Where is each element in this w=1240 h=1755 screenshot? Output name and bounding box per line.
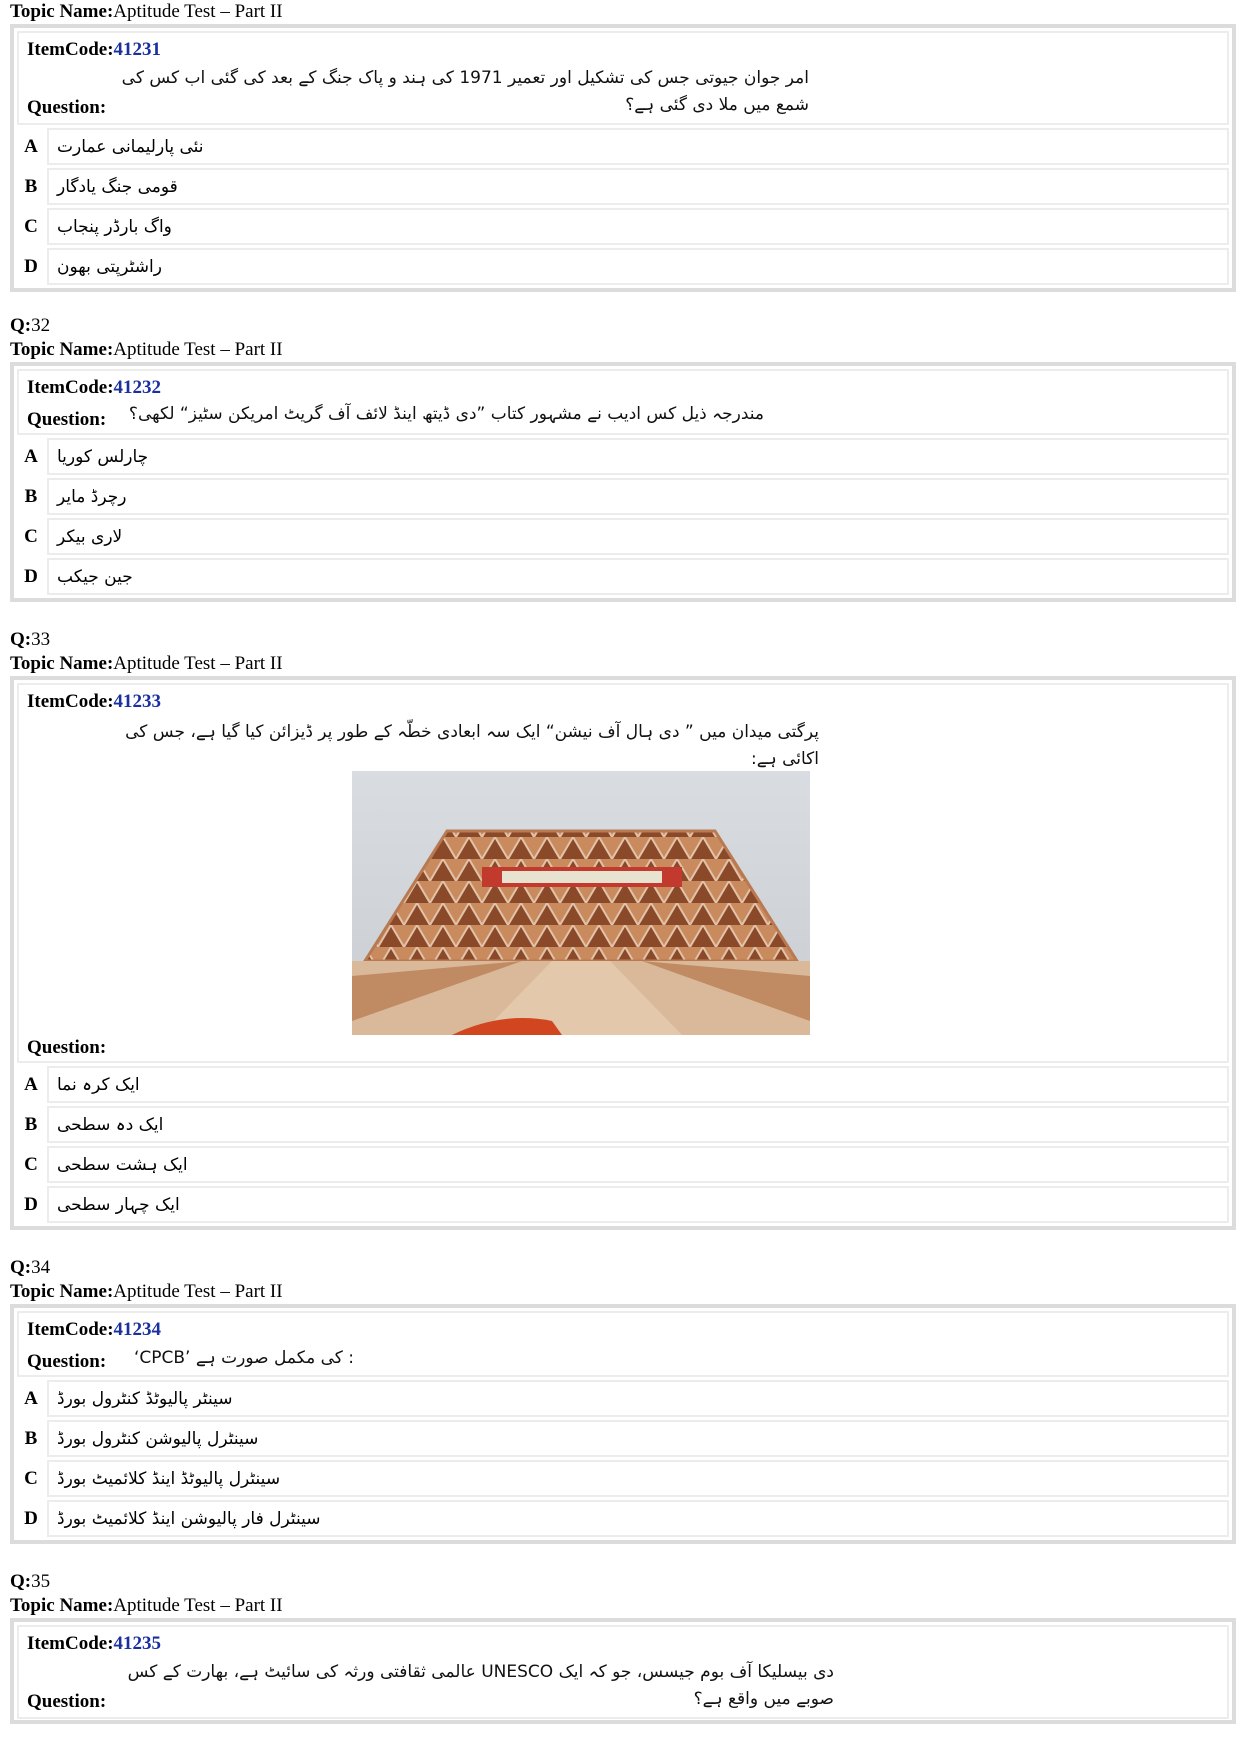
- question-label: Question:: [27, 1351, 107, 1372]
- option-text: ایک چہار سطحی: [47, 1186, 1229, 1223]
- option-b[interactable]: [17, 168, 1229, 205]
- option-d[interactable]: [17, 1500, 1229, 1537]
- option-text: سینٹرل فار پالیوشن اینڈ کلائمیٹ بورڈ: [47, 1500, 1229, 1537]
- item-code: ItemCode:41235: [27, 1633, 162, 1654]
- option-letter: A: [17, 438, 45, 475]
- option-letter: C: [17, 1146, 45, 1183]
- question-33: [10, 628, 1236, 1230]
- topic-line: Topic Name:Aptitude Test – Part II: [10, 1281, 283, 1302]
- option-text: لاری بیکر: [47, 518, 1229, 555]
- question-header: [17, 369, 1229, 435]
- option-letter: D: [17, 1500, 45, 1537]
- topic-name: Aptitude Test – Part II: [113, 339, 283, 360]
- option-letter: A: [17, 128, 45, 165]
- option-d[interactable]: [17, 558, 1229, 595]
- question-34: [10, 1256, 1236, 1544]
- option-text: واگ بارڈر پنجاب: [47, 208, 1229, 245]
- hall-of-nations-image: [352, 771, 810, 1035]
- option-a[interactable]: [17, 1066, 1229, 1103]
- question-label: Question:: [27, 1037, 107, 1058]
- question-block: [10, 676, 1236, 1230]
- question-text: ‘CPCB’ کی مکمل صورت ہے :: [133, 1348, 354, 1368]
- option-text: قومی جنگ یادگار: [47, 168, 1229, 205]
- item-code-value: 41235: [113, 1633, 162, 1654]
- option-c[interactable]: [17, 208, 1229, 245]
- option-text: سینٹر پالیوٹڈ کنٹرول بورڈ: [47, 1380, 1229, 1417]
- item-code-value: 41234: [113, 1319, 162, 1340]
- option-text: سینٹرل پالیوشن کنٹرول بورڈ: [47, 1420, 1229, 1457]
- item-code-value: 41232: [113, 377, 162, 398]
- option-d[interactable]: [17, 248, 1229, 285]
- option-text: ایک کرہ نما: [47, 1066, 1229, 1103]
- topic-name: Aptitude Test – Part II: [113, 1281, 283, 1302]
- item-code: ItemCode:41231: [27, 39, 162, 60]
- question-block: [10, 1618, 1236, 1724]
- question-header: [17, 1625, 1229, 1719]
- option-letter: A: [17, 1380, 45, 1417]
- question-label: Question:: [27, 409, 107, 430]
- option-text: چارلس کوریا: [47, 438, 1229, 475]
- option-text: سینٹرل پالیوٹڈ اینڈ کلائمیٹ بورڈ: [47, 1460, 1229, 1497]
- question-label: Question:: [27, 1691, 107, 1712]
- option-b[interactable]: [17, 1106, 1229, 1143]
- topic-line: Topic Name:Aptitude Test – Part II: [10, 1, 283, 22]
- option-text: ایک دہ سطحی: [47, 1106, 1229, 1143]
- topic-line: Topic Name:Aptitude Test – Part II: [10, 653, 283, 674]
- topic-name: Aptitude Test – Part II: [113, 1595, 283, 1616]
- option-text: راشٹرپتی بھون: [47, 248, 1229, 285]
- topic-name: Aptitude Test – Part II: [113, 653, 283, 674]
- question-text: دی بیسلیکا آف بوم جیسس، جو کہ ایک UNESCO عالمی ثقافتی ورثہ کی سائیٹ ہے، بھارت کے کس صوبے میں واقع ہے؟: [127, 1662, 834, 1709]
- option-letter: D: [17, 1186, 45, 1223]
- question-header: [17, 31, 1229, 125]
- option-text: ایک ہشت سطحی: [47, 1146, 1229, 1183]
- item-code-value: 41233: [113, 691, 162, 712]
- question-block: [10, 1304, 1236, 1544]
- item-code: ItemCode:41232: [27, 377, 162, 398]
- option-text: رچرڈ مایر: [47, 478, 1229, 515]
- question-label: Question:: [27, 97, 107, 118]
- option-a[interactable]: [17, 438, 1229, 475]
- option-letter: B: [17, 478, 45, 515]
- option-letter: D: [17, 558, 45, 595]
- option-text: جین جیکب: [47, 558, 1229, 595]
- topic-name: Aptitude Test – Part II: [113, 1, 283, 22]
- option-letter: C: [17, 1460, 45, 1497]
- option-letter: B: [17, 1106, 45, 1143]
- option-c[interactable]: [17, 1460, 1229, 1497]
- topic-line: Topic Name:Aptitude Test – Part II: [10, 339, 283, 360]
- question-number: Q:34: [10, 1257, 51, 1278]
- question-text: مندرجہ ذیل کس ادیب نے مشہور کتاب ”دی ڈیتھ اینڈ لائف آف گریٹ امریکن سٹیز“ لکھی؟: [128, 404, 764, 424]
- question-block: [10, 362, 1236, 602]
- question-32: [10, 314, 1236, 602]
- option-letter: B: [17, 168, 45, 205]
- option-a[interactable]: [17, 128, 1229, 165]
- question-header: [17, 1311, 1229, 1377]
- option-letter: C: [17, 208, 45, 245]
- option-c[interactable]: [17, 1146, 1229, 1183]
- option-d[interactable]: [17, 1186, 1229, 1223]
- question-number: Q:32: [10, 315, 51, 336]
- item-code-value: 41231: [113, 39, 162, 60]
- question-31: [10, 0, 1236, 292]
- option-text: نئی پارلیمانی عمارت: [47, 128, 1229, 165]
- option-c[interactable]: [17, 518, 1229, 555]
- item-code: ItemCode:41234: [27, 1319, 162, 1340]
- question-header: [17, 683, 1229, 1063]
- item-code: ItemCode:41233: [27, 691, 162, 712]
- question-number: Q:35: [10, 1571, 51, 1592]
- option-letter: B: [17, 1420, 45, 1457]
- option-a[interactable]: [17, 1380, 1229, 1417]
- option-letter: D: [17, 248, 45, 285]
- question-number: Q:33: [10, 629, 51, 650]
- option-letter: A: [17, 1066, 45, 1103]
- question-text: پرگتی میدان میں ” دی ہال آف نیشن“ ایک سہ ابعادی خطّہ کے طور پر ڈیزائن کیا گیا ہے، جس کی اکائی ہے:: [125, 722, 819, 769]
- question-35: [10, 1570, 1236, 1724]
- option-b[interactable]: [17, 1420, 1229, 1457]
- question-block: [10, 24, 1236, 292]
- topic-line: Topic Name:Aptitude Test – Part II: [10, 1595, 283, 1616]
- option-b[interactable]: [17, 478, 1229, 515]
- question-text: امر جوان جیوتی جس کی تشکیل اور تعمیر 1971 کی ہند و پاک جنگ کے بعد کی گئی اب کس کی شمع میں ملا دی گئی ہے؟: [121, 68, 809, 115]
- option-letter: C: [17, 518, 45, 555]
